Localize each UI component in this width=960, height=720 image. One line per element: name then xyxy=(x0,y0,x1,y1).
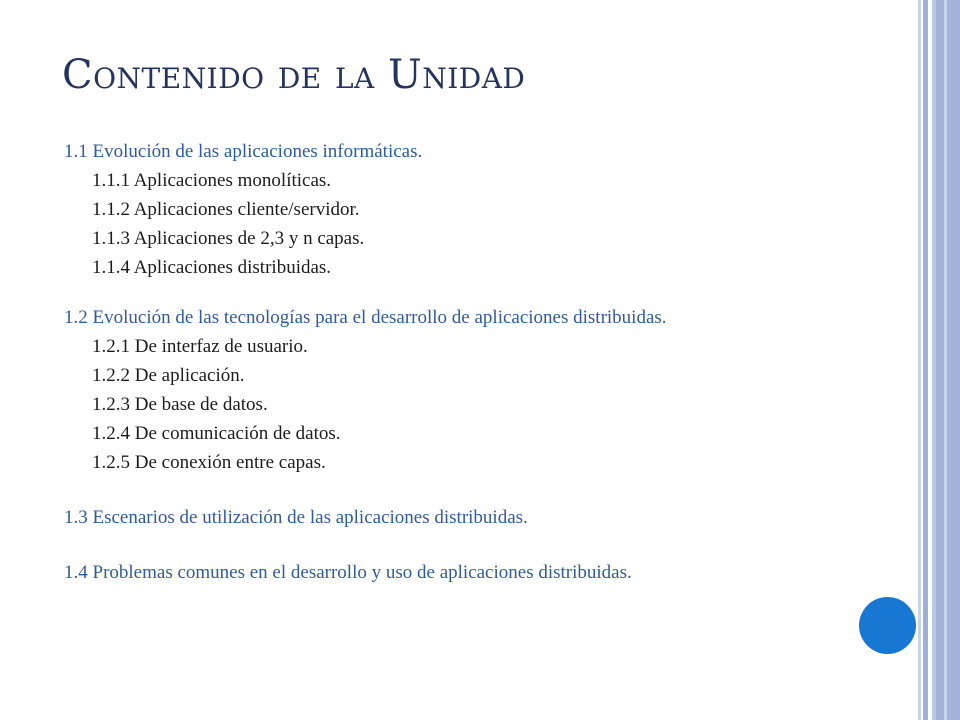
spacer xyxy=(64,532,854,558)
section-1-4: 1.4 Problemas comunes en el desarrollo y uso de aplicaciones distribuidas. xyxy=(64,562,632,583)
spacer xyxy=(64,477,854,503)
subitem-1-2-4: 1.2.4 De comunicación de datos. xyxy=(92,423,341,444)
subitem-1-1-1: 1.1.1 Aplicaciones monolíticas. xyxy=(92,170,332,191)
decorative-stripe xyxy=(944,0,947,720)
slide-content xyxy=(64,137,854,587)
accent-circle xyxy=(859,597,916,654)
section-1-3: 1.3 Escenarios de utilización de las aplicaciones distribuidas. xyxy=(64,507,528,528)
decorative-stripe xyxy=(936,0,960,720)
subitem-1-1-4: 1.1.4 Aplicaciones distribuidas. xyxy=(92,257,332,278)
subitem-1-1-3: 1.1.3 Aplicaciones de 2,3 y n capas. xyxy=(92,228,365,249)
subitem-1-1-2: 1.1.2 Aplicaciones cliente/servidor. xyxy=(92,199,360,220)
subitem-1-2-1: 1.2.1 De interfaz de usuario. xyxy=(92,336,308,357)
spacer xyxy=(64,282,854,303)
section-1-1: 1.1 Evolución de las aplicaciones informáticas. xyxy=(64,141,423,162)
subitem-1-2-2: 1.2.2 De aplicación. xyxy=(92,365,245,386)
section-1-2: 1.2 Evolución de las tecnologías para el desarrollo de aplicaciones distribuidas. xyxy=(64,307,667,328)
subitem-1-2-5: 1.2.5 De conexión entre capas. xyxy=(92,452,326,473)
slide-title: Contenido de la Unidad xyxy=(62,52,526,98)
subitem-1-2-3: 1.2.3 De base de datos. xyxy=(92,394,268,415)
